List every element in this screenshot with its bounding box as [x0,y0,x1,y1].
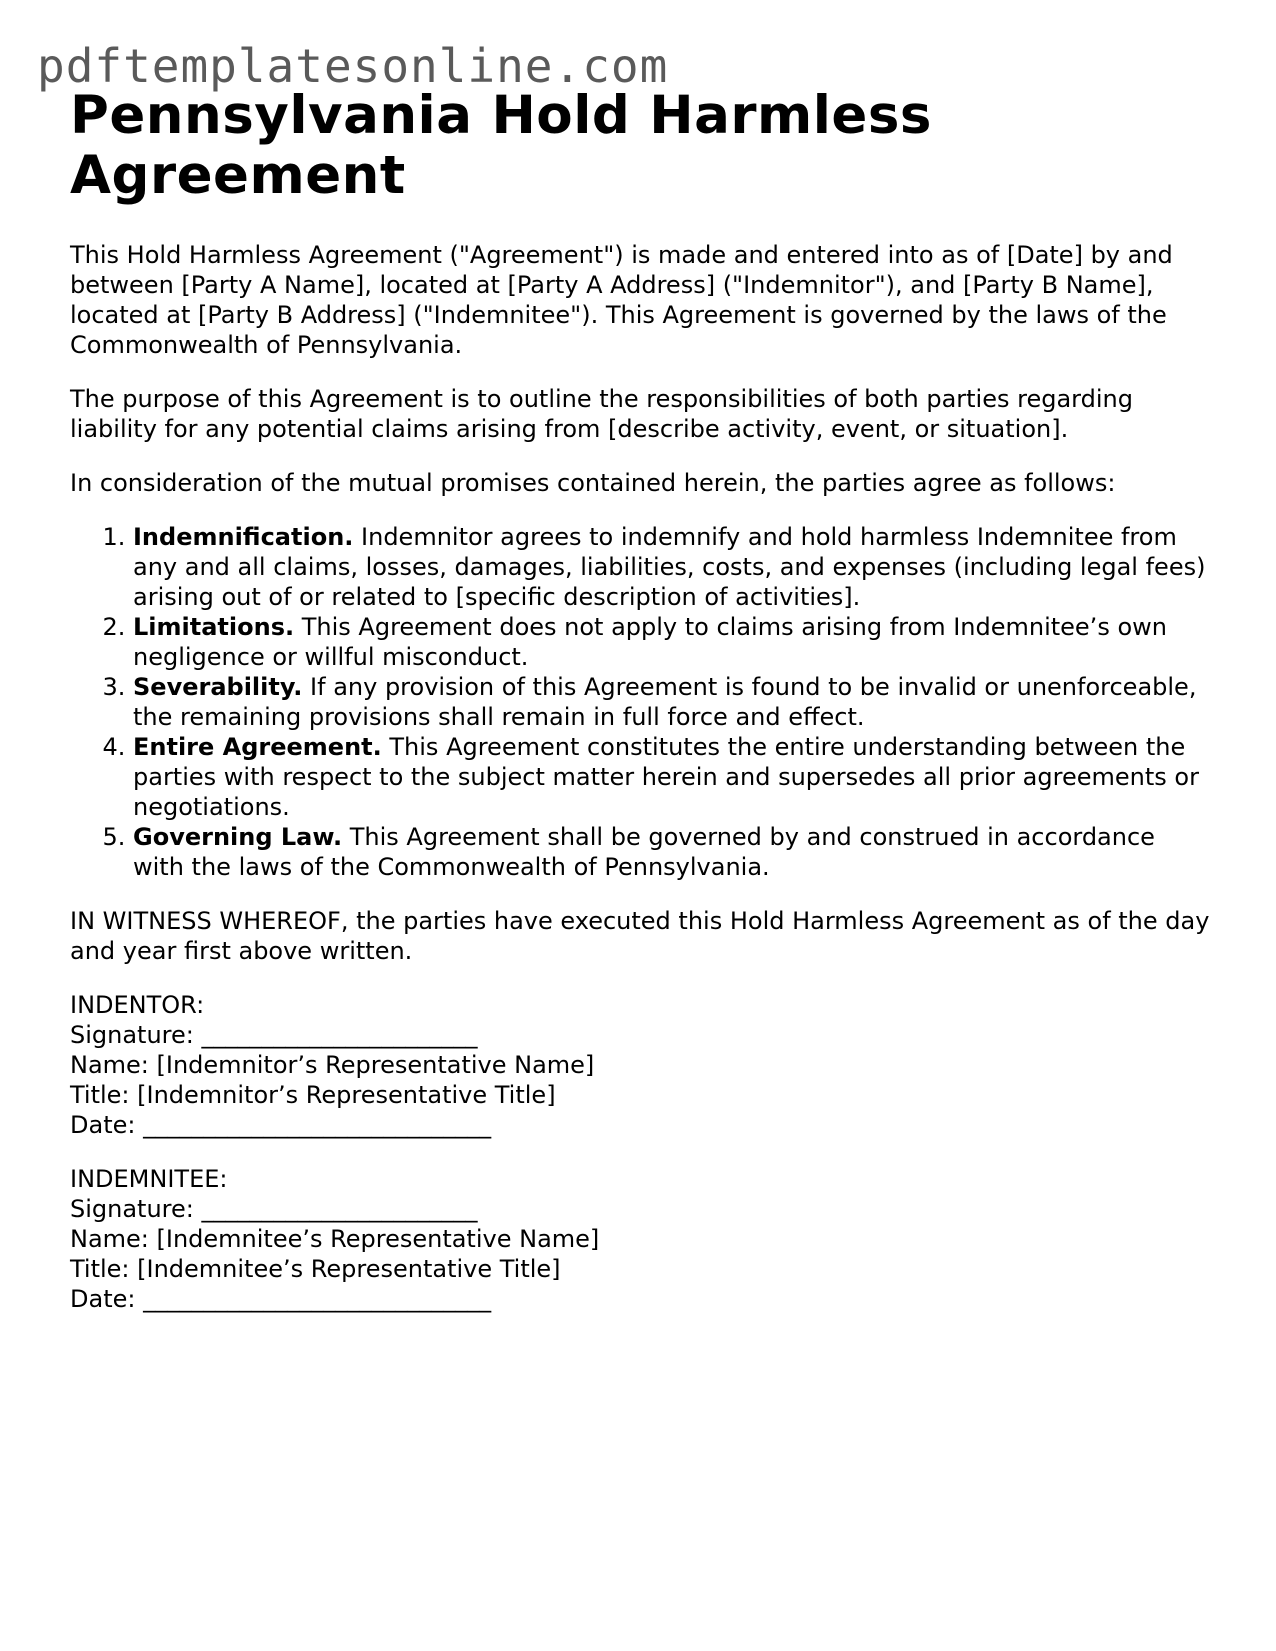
intro-paragraph: This Hold Harmless Agreement ("Agreement") is made and entered into as of [Date] by and between [Party A Name], located at [Party A Address] ("Indemnitor"), and [Party B Name], located at [Party B Address] ("Indemnitee"). This Agreement is governed by the laws of the Commonwealth of Pennsylvania. [70,241,1173,359]
indemnitee-name-line: Name: [Indemnitee’s Representative Name] [70,1225,600,1253]
clause-text: If any provision of this Agreement is found to be invalid or unenforceable, the remaining provisions shall remain in full force and effect. [133,673,1197,731]
indemnitee-signature-block [70,1164,1210,1314]
indemnitor-title-line: Title: [Indemnitor’s Representative Title] [70,1081,556,1109]
clause-severability [133,672,1210,732]
clause-term: Governing Law. [133,823,343,851]
indemnitee-title-line: Title: [Indemnitee’s Representative Title] [70,1255,561,1283]
clause-indemnification [133,522,1210,612]
clause-text: This Agreement does not apply to claims arising from Indemnitee’s own negligence or willful misconduct. [133,613,1167,671]
document-page [70,86,1210,1314]
indemnitor-name-line: Name: [Indemnitor’s Representative Name] [70,1051,595,1079]
clause-limitations [133,612,1210,672]
indemnitee-signature-line: Signature: _______________________ [70,1195,478,1223]
indemnitor-heading: INDENTOR: [70,991,205,1019]
clause-entire-agreement [133,732,1210,822]
clause-text: This Agreement shall be governed by and construed in accordance with the laws of the Commonwealth of Pennsylvania. [133,823,1155,881]
indemnitee-heading: INDEMNITEE: [70,1165,228,1193]
clause-term: Indemnification. [133,523,354,551]
clause-text: Indemnitor agrees to indemnify and hold harmless Indemnitee from any and all claims, losses, damages, liabilities, costs, and expenses (including legal fees) arising out of or related to [specific description of activities]. [133,523,1206,611]
clause-term: Entire Agreement. [133,733,382,761]
purpose-paragraph: The purpose of this Agreement is to outline the responsibilities of both parties regarding liability for any potential claims arising from [describe activity, event, or situation]. [70,385,1133,443]
document-title: Pennsylvania Hold Harmless Agreement [70,85,932,206]
watermark-text: pdftemplatesonline.com [37,39,669,93]
clause-term: Severability. [133,673,303,701]
clause-text: This Agreement constitutes the entire understanding between the parties with respect to the subject matter herein and supersedes all prior agreements or negotiations. [133,733,1199,821]
indemnitor-signature-block [70,990,1210,1140]
indemnitor-signature-line: Signature: _______________________ [70,1021,478,1049]
clause-governing-law [133,822,1210,882]
witness-paragraph: IN WITNESS WHEREOF, the parties have executed this Hold Harmless Agreement as of the day and year first above written. [70,907,1210,965]
indemnitee-date-line: Date: _____________________________ [70,1285,492,1313]
indemnitor-date-line: Date: _____________________________ [70,1111,492,1139]
clause-term: Limitations. [133,613,295,641]
consideration-paragraph: In consideration of the mutual promises contained herein, the parties agree as follows: [70,469,1116,497]
clauses-list [70,522,1210,882]
